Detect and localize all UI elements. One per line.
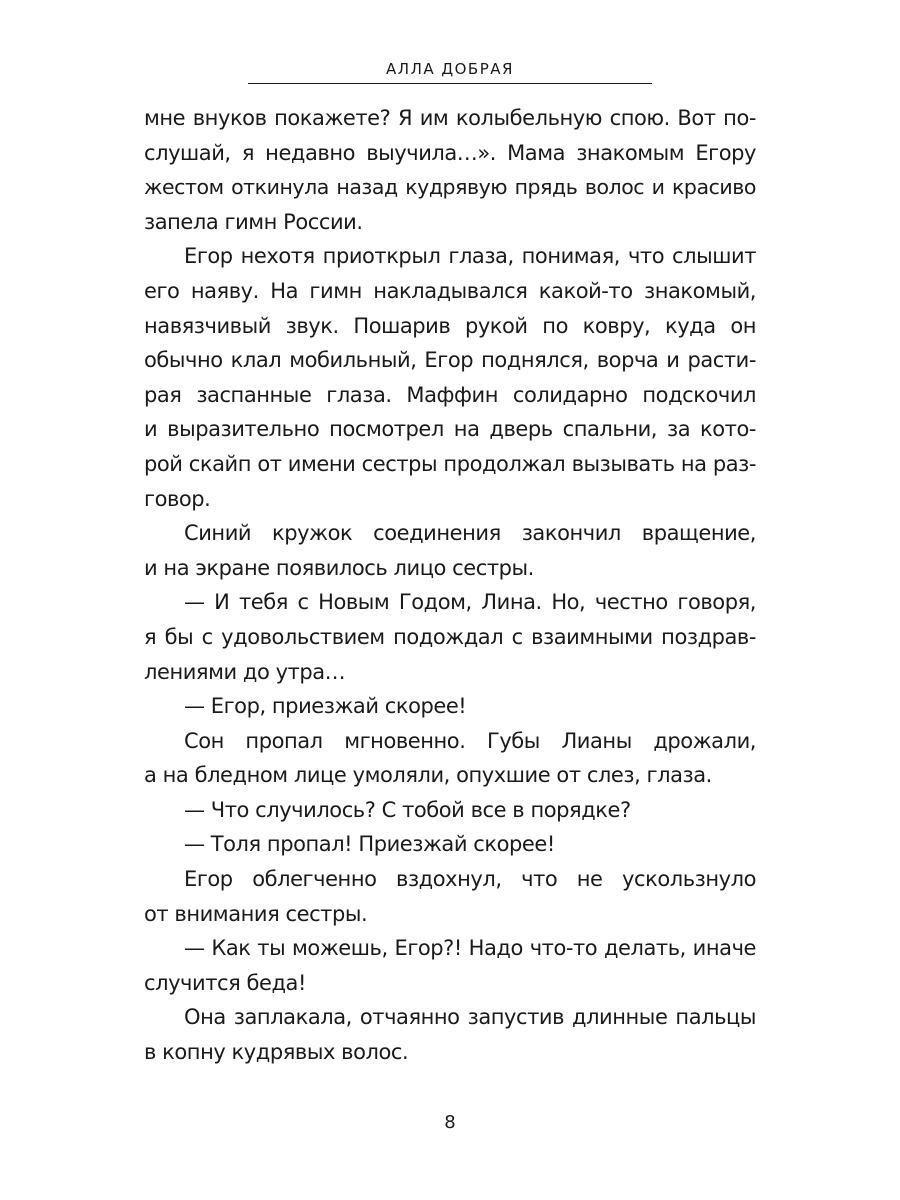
text-line: я бы с удовольствием подождал с взаимными поздрав- (144, 624, 756, 649)
text-line: — Толя пропал! Приезжай скорее! (184, 832, 555, 857)
text-line: Она заплакала, отчаянно запустив длинные пальцы (184, 1005, 756, 1030)
text-line: а на бледном лице умоляли, опухшие от слез, глаза. (144, 763, 712, 788)
text-line: Егор облегченно вздохнул, что не ускользнуло (184, 867, 756, 892)
header-rule (248, 83, 652, 84)
text-line: и на экране появилось лицо сестры. (144, 555, 534, 580)
text-line: и выразительно посмотрел на дверь спальни, за кото- (144, 417, 756, 442)
text-line: говор. (144, 486, 211, 511)
text-line: жестом откинула назад кудрявую прядь волос и красиво (144, 175, 756, 200)
running-head-author: АЛЛА ДОБРАЯ (386, 60, 514, 78)
text-line: в копну кудрявых волос. (144, 1040, 409, 1065)
text-line: слушай, я недавно выучила…». Мама знакомым Егору (144, 140, 756, 165)
text-line: Синий кружок соединения закончил вращение, (184, 521, 756, 546)
text-line: — Что случилось? С тобой все в порядке? (184, 797, 631, 822)
text-line: — И тебя с Новым Годом, Лина. Но, честно говоря, (184, 590, 756, 615)
text-line: рой скайп от имени сестры продолжал вызывать на раз- (144, 451, 756, 476)
text-line: Егор нехотя приоткрыл глаза, понимая, что слышит (184, 244, 756, 269)
text-line: навязчивый звук. Пошарив рукой по ковру, куда он (144, 313, 756, 338)
body-text (144, 101, 756, 1070)
text-line: — Как ты можешь, Егор?! Надо что-то делать, иначе (184, 936, 756, 961)
page-number: 8 (444, 1112, 456, 1133)
text-line: — Егор, приезжай скорее! (184, 694, 467, 719)
text-line: запела гимн России. (144, 209, 363, 234)
text-line: обычно клал мобильный, Егор поднялся, ворча и расти- (144, 348, 756, 373)
text-line: рая заспанные глаза. Маффин солидарно подскочил (144, 382, 756, 407)
text-line: лениями до утра… (144, 659, 346, 684)
text-line: от внимания сестры. (144, 901, 368, 926)
text-line: случится беда! (144, 970, 306, 995)
text-line: мне внуков покажете? Я им колыбельную спою. Вот по- (144, 106, 756, 130)
text-line: его наяву. На гимн накладывался какой-то знакомый, (144, 278, 756, 303)
text-line: Сон пропал мгновенно. Губы Лианы дрожали, (184, 728, 756, 753)
